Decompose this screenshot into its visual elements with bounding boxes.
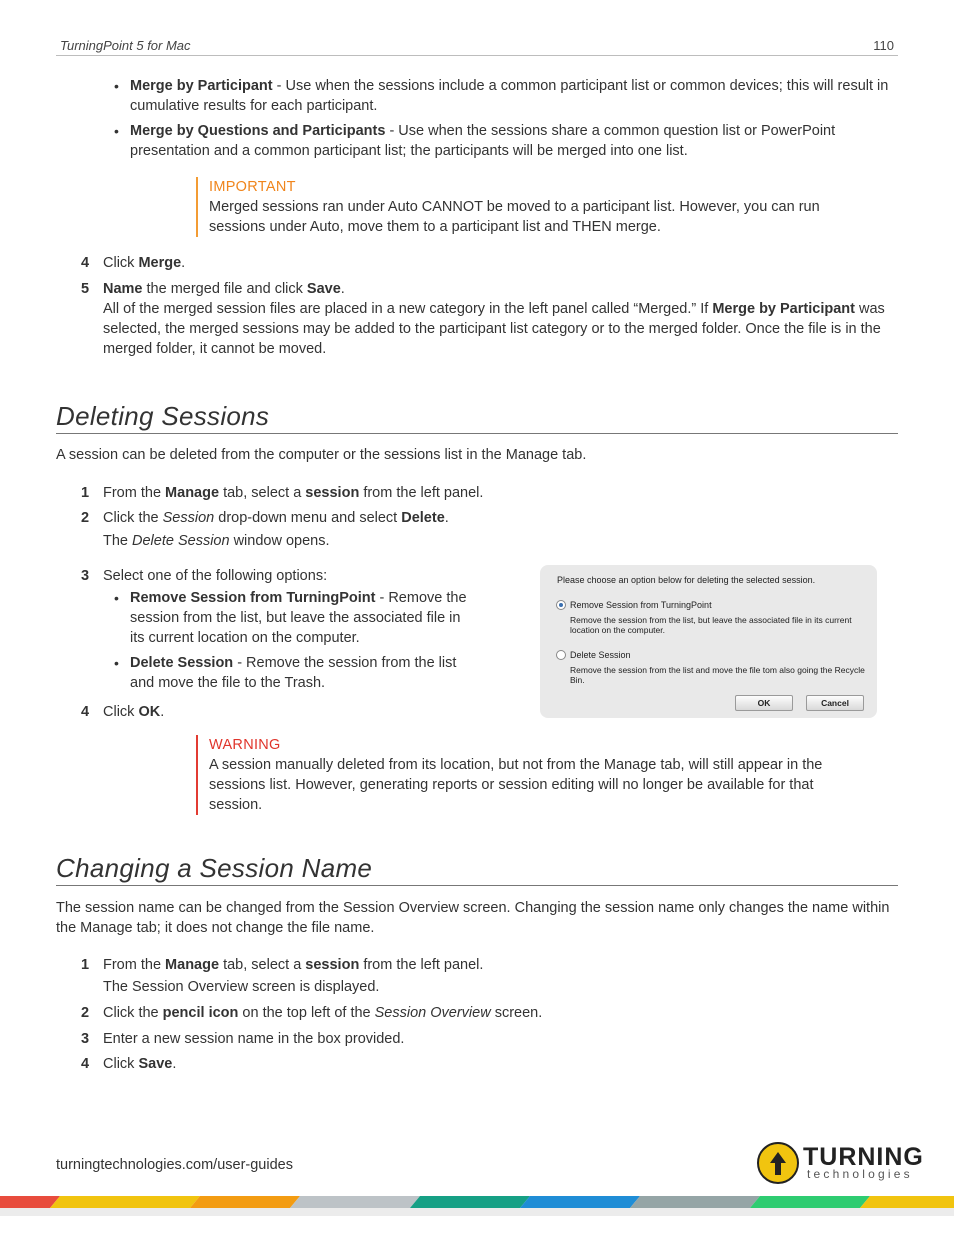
dialog-prompt: Please choose an option below for deleting the selected session.	[557, 575, 816, 585]
page-number: 110	[873, 38, 894, 53]
warning-title: WARNING	[209, 737, 281, 753]
dialog-ok-button[interactable]: OK	[735, 695, 793, 711]
important-note	[196, 177, 869, 237]
warning-text: A session manually deleted from its location, but not from the Manage tab, will still appear in the sessions list. However, generating reports or session editing will no longer be available for that session.	[209, 757, 823, 813]
dialog-option2-label: Delete Session	[570, 650, 631, 660]
deleting-intro: A session can be deleted from the computer or the sessions list in the Manage tab.	[56, 447, 587, 463]
bullet-merge-by-participant: • Merge by Participant - Use when the sessions include a common participant list or common devices; this will result in cumulative results for each participant.	[130, 76, 890, 116]
changing-intro: The session name can be changed from the Session Overview screen. Changing the session name only changes the name within the Manage tab; it does not change the file name.	[56, 900, 890, 936]
footer-color-stripe	[0, 1196, 954, 1208]
option-remove-session: • Remove Session from TurningPoint - Remove the session from the list, but leave the associated file in its current location on the computer.	[130, 588, 475, 648]
important-title: IMPORTANT	[209, 179, 296, 195]
footer-link[interactable]: turningtechnologies.com/user-guides	[56, 1157, 293, 1173]
heading-deleting-sessions: Deleting Sessions	[56, 401, 270, 431]
logo-word-technologies: technologies	[807, 1167, 913, 1181]
footer-shadow-band	[0, 1208, 954, 1216]
heading-changing-session-name: Changing a Session Name	[56, 853, 373, 883]
important-text: Merged sessions ran under Auto CANNOT be moved to a participant list. However, you can run sessions under Auto, move them to a participant list and THEN merge.	[209, 199, 820, 235]
dialog-option1-label: Remove Session from TurningPoint	[570, 600, 712, 610]
logo-circle-icon	[757, 1142, 799, 1184]
turning-technologies-logo	[757, 1141, 932, 1187]
radio-remove-session[interactable]	[556, 600, 566, 610]
delete-session-dialog	[540, 565, 877, 718]
logo-word-turning: TURNING	[803, 1143, 924, 1171]
dialog-option2-desc: Remove the session from the list and move the file tom also going the Recycle Bin.	[570, 665, 865, 685]
heading-rule	[56, 433, 898, 434]
option-delete-session: • Delete Session - Remove the session from the list and move the file to the Trash.	[130, 653, 475, 693]
dialog-cancel-button[interactable]: Cancel	[806, 695, 864, 711]
header-divider	[56, 55, 898, 56]
header-title: TurningPoint 5 for Mac	[60, 38, 191, 53]
dialog-option1-desc: Remove the session from the list, but leave the associated file in its current location on the computer.	[570, 615, 852, 635]
bullet-merge-by-questions: • Merge by Questions and Participants - Use when the sessions share a common question list or PowerPoint presentation and a common participant list; the participants will be merged into one list.	[130, 121, 890, 161]
radio-delete-session[interactable]	[556, 650, 566, 660]
heading-rule	[56, 885, 898, 886]
warning-note	[196, 735, 859, 815]
